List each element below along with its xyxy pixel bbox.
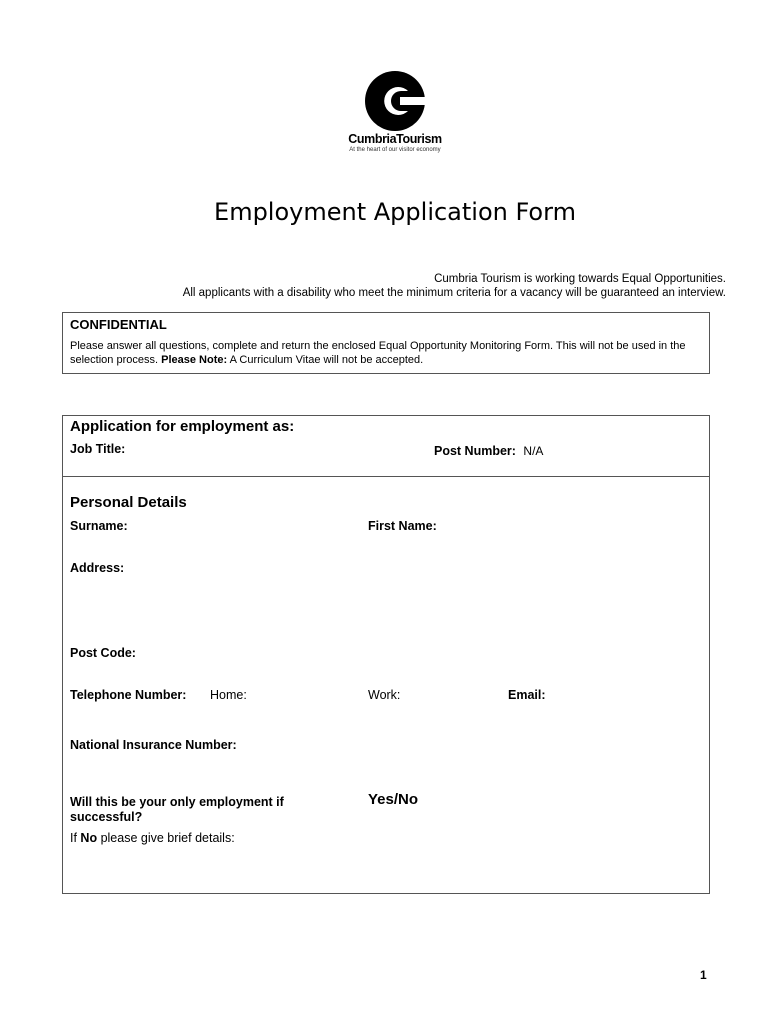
email-label: Email:: [508, 688, 546, 702]
telephone-label: Telephone Number:: [70, 688, 187, 702]
confidential-text-2: A Curriculum Vitae will not be accepted.: [227, 354, 424, 366]
logo-name: CumbriaTourism: [348, 132, 442, 146]
home-phone-label: Home:: [210, 688, 247, 702]
post-number-label: Post Number:: [434, 444, 516, 458]
confidential-text: [70, 339, 700, 367]
confidential-text-1: Please answer all questions, complete and return the enclosed Equal Opportunity Monitoring Form. This will not be used in the selection process.: [70, 340, 686, 366]
surname-label: Surname:: [70, 519, 128, 533]
work-phone-label: Work:: [368, 688, 401, 702]
confidential-box: [62, 312, 710, 374]
if-no-bold: No: [80, 831, 98, 845]
confidential-heading: CONFIDENTIAL: [70, 317, 167, 332]
page-title: Employment Application Form: [214, 198, 576, 226]
equal-opps-line-1: Cumbria Tourism is working towards Equal Opportunities.: [434, 273, 726, 285]
if-prefix: If: [70, 831, 81, 845]
post-number-value: N/A: [523, 444, 544, 458]
address-label: Address:: [70, 561, 125, 575]
if-suffix: please give brief details:: [97, 831, 235, 845]
ni-number-label: National Insurance Number:: [70, 738, 237, 752]
personal-details-heading: Personal Details: [70, 494, 187, 511]
post-code-label: Post Code:: [70, 646, 136, 660]
if-no-details-label: [70, 831, 235, 845]
cumbria-tourism-logo: [340, 70, 450, 160]
equal-opps-line-2: All applicants with a disability who meet the minimum criteria for a vacancy will be guaranteed an interview.: [182, 287, 726, 299]
logo-tagline: At the heart of our visitor economy: [349, 147, 441, 153]
yes-no-answer: Yes/No: [368, 791, 419, 808]
post-number-field: [434, 442, 543, 460]
first-name-label: First Name:: [368, 519, 437, 533]
page-number: 1: [700, 968, 707, 982]
personal-details-section: [62, 476, 710, 894]
application-heading: Application for employment as:: [70, 418, 295, 435]
please-note-label: Please Note:: [161, 354, 228, 366]
job-title-label: Job Title:: [70, 442, 126, 456]
logo-mark-icon: [364, 70, 426, 132]
application-section: [62, 415, 710, 477]
only-employment-question: Will this be your only employment if successful?: [70, 795, 284, 824]
